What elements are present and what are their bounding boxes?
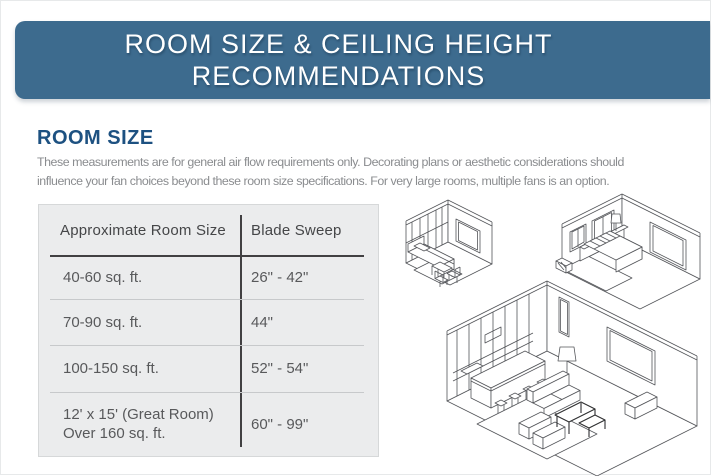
table-row-rule <box>50 345 364 346</box>
banner-title-line1: ROOM SIZE & CEILING HEIGHT <box>124 29 553 59</box>
row4-size-line2: Over 160 sq. ft. <box>63 425 166 442</box>
description-line1: These measurements are for general air flow requirements only. Decorating plans or aesthetic considerations should <box>37 155 624 169</box>
row1-size: 40-60 sq. ft. <box>63 268 143 286</box>
table-header-rule <box>50 255 364 257</box>
table-row-size <box>39 299 241 345</box>
table-row-sweep <box>241 345 378 392</box>
great-room-illustration <box>397 277 711 476</box>
row3-sweep: 52" - 54" <box>251 360 309 377</box>
table-column-divider <box>240 215 242 447</box>
table-row-rule <box>50 392 364 393</box>
row4-size-line1: 12' x 15' (Great Room) <box>63 406 214 423</box>
title-banner <box>15 21 710 99</box>
room-size-table <box>38 204 379 457</box>
table-row-rule <box>50 299 364 300</box>
row4-sweep: 60" - 99" <box>251 415 309 433</box>
table-row-sweep <box>241 255 378 299</box>
description-line2: influence your fan choices beyond these room size specifications. For very large rooms, multiple fans is an option. <box>37 173 610 188</box>
row1-sweep: 26" - 42" <box>251 268 309 286</box>
table-row-sweep <box>241 299 378 345</box>
table-row-size <box>39 345 241 392</box>
table-row-size <box>39 255 241 299</box>
banner-title-line2: RECOMMENDATIONS <box>191 61 486 91</box>
row3-size: 100-150 sq. ft. <box>63 360 159 377</box>
row2-size: 70-90 sq. ft. <box>63 313 143 331</box>
column-header-blade-sweep: Blade Sweep <box>251 221 342 239</box>
table-row-sweep <box>241 392 378 456</box>
room-size-description <box>37 153 624 190</box>
room-size-heading: ROOM SIZE <box>37 127 154 149</box>
column-header-room-size: Approximate Room Size <box>60 221 226 239</box>
great-room-isometric-drawing <box>397 277 711 476</box>
table-row-size <box>39 392 241 456</box>
row2-sweep: 44" <box>251 313 274 331</box>
